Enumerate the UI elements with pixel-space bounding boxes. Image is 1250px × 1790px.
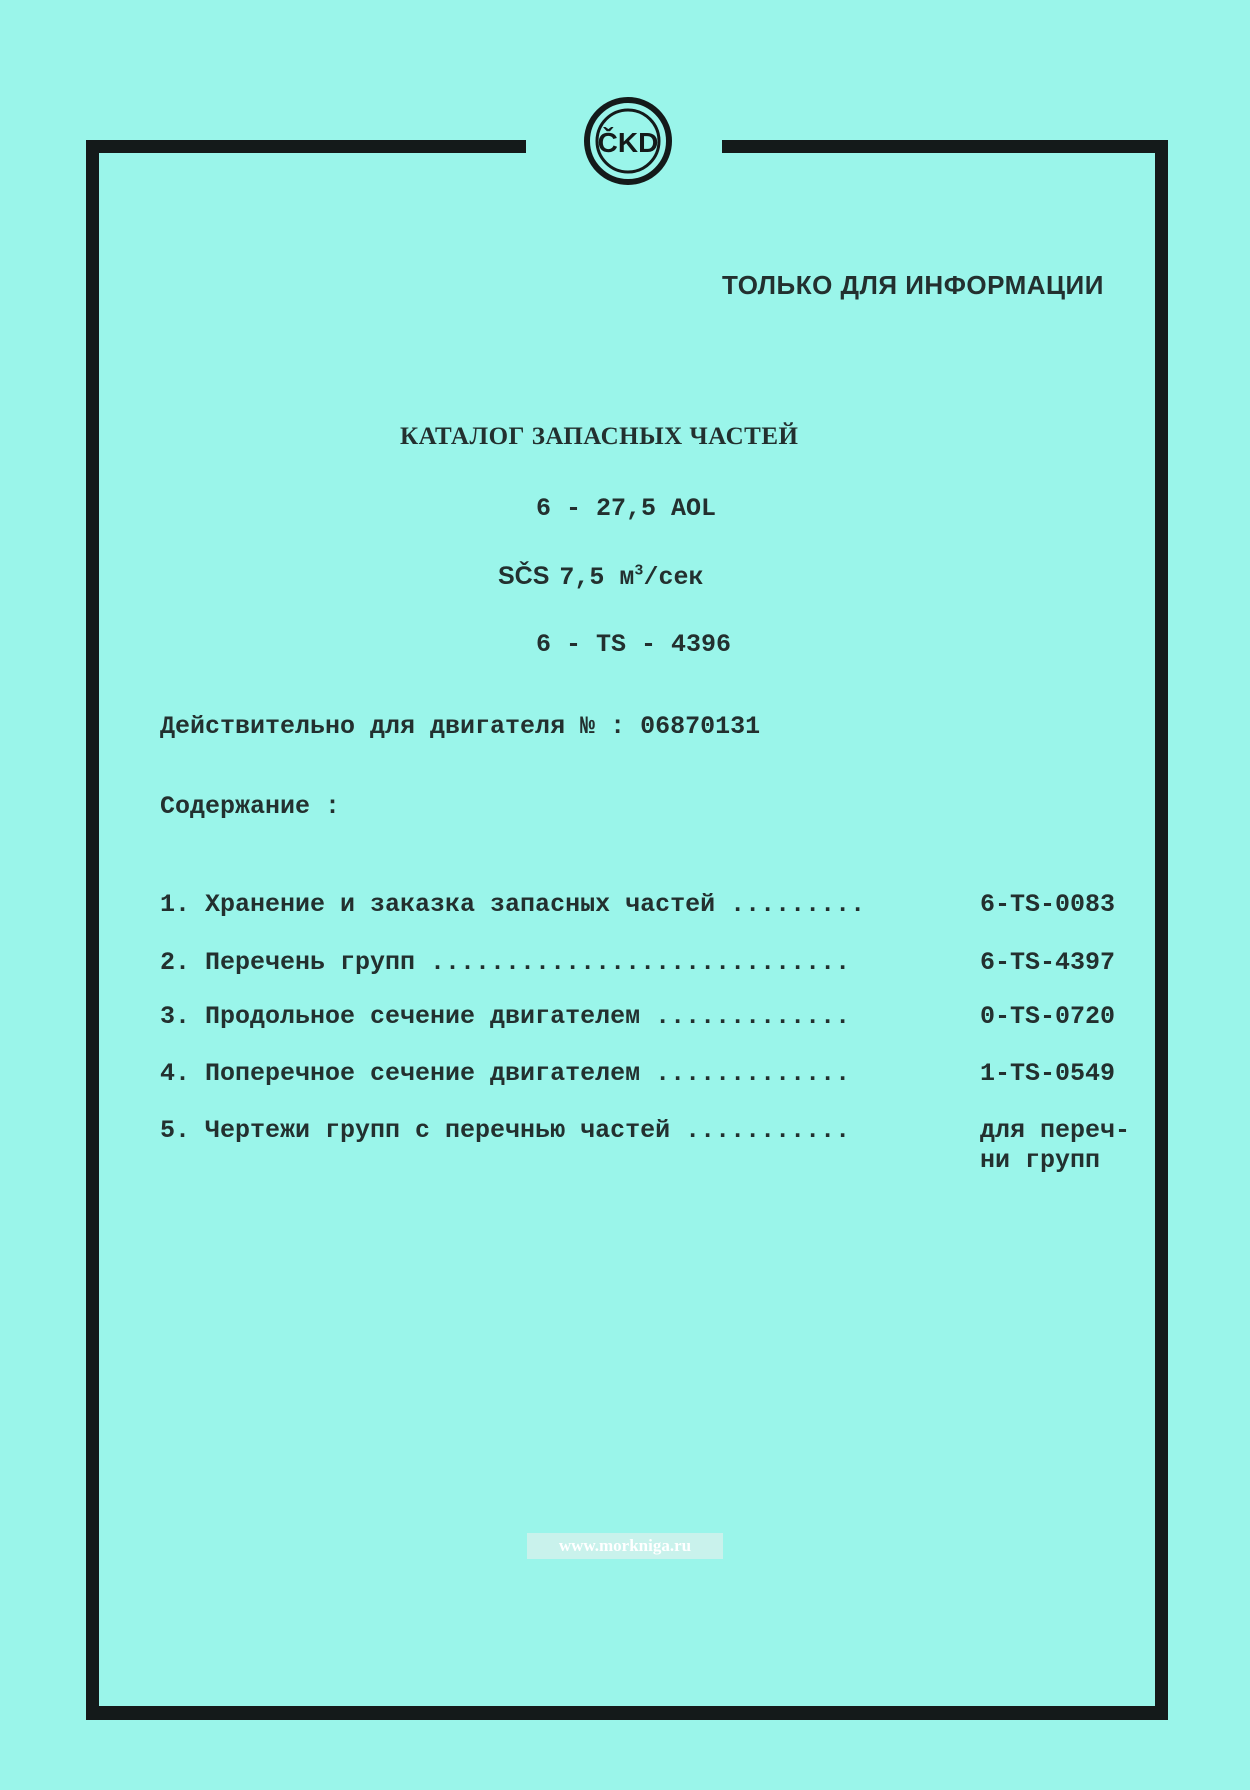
capacity-exponent: 3 — [634, 562, 644, 580]
toc-item-ref: 1-TS-0549 — [980, 1059, 1116, 1088]
toc-item-group-list — [160, 948, 1140, 984]
model-designation: 6 - 27,5 AOL — [536, 494, 717, 523]
toc-item-text: 4. Поперечное сечение двигателем ............. — [160, 1059, 851, 1088]
toc-item-ref-line1: для переч- — [980, 1116, 1131, 1145]
toc-item-storage-ordering — [160, 890, 1140, 926]
toc-item-cross-section — [160, 1059, 1140, 1095]
toc-item-ref-line2: ни групп — [980, 1146, 1101, 1175]
contents-heading: Содержание : — [160, 792, 341, 821]
toc-item-ref: 0-TS-0720 — [980, 1002, 1116, 1031]
toc-item-ref — [980, 1116, 1130, 1176]
toc-item-text: 5. Чертежи групп с перечнью частей ........... — [160, 1116, 851, 1145]
logo-letters: ČKD — [597, 127, 659, 158]
toc-item-text: 3. Продольное сечение двигателем ............. — [160, 1002, 851, 1031]
toc-item-longitudinal-section — [160, 1002, 1140, 1038]
capacity-line — [498, 562, 703, 592]
catalog-title: КАТАЛОГ ЗАПАСНЫХ ЧАСТЕЙ — [400, 423, 799, 450]
capacity-prefix: SČS — [498, 562, 550, 590]
document-number: 6 - TS - 4396 — [536, 630, 732, 659]
capacity-unit: /сек — [643, 563, 704, 592]
watermark: www.morkniga.ru — [527, 1533, 723, 1559]
frame-top-left-line — [86, 140, 526, 153]
toc-item-text: 2. Перечень групп ............................ — [160, 948, 851, 977]
frame-right-line — [1155, 140, 1168, 1720]
info-only-note: ТОЛЬКО ДЛЯ ИНФОРМАЦИИ — [722, 270, 1104, 300]
capacity-value: 7,5 м — [559, 563, 635, 592]
engine-validity-line: Действительно для двигателя № : 06870131 — [160, 712, 761, 741]
toc-item-ref: 6-TS-4397 — [980, 948, 1116, 977]
toc-item-text: 1. Хранение и заказка запасных частей ......... — [160, 890, 866, 919]
cks-circle-logo-icon — [582, 95, 674, 187]
frame-bottom-line — [96, 1706, 1168, 1720]
toc-item-ref: 6-TS-0083 — [980, 890, 1116, 919]
frame-left-line — [86, 140, 99, 1720]
toc-item-group-drawings — [160, 1116, 1140, 1186]
frame-top-right-line — [722, 140, 1168, 153]
